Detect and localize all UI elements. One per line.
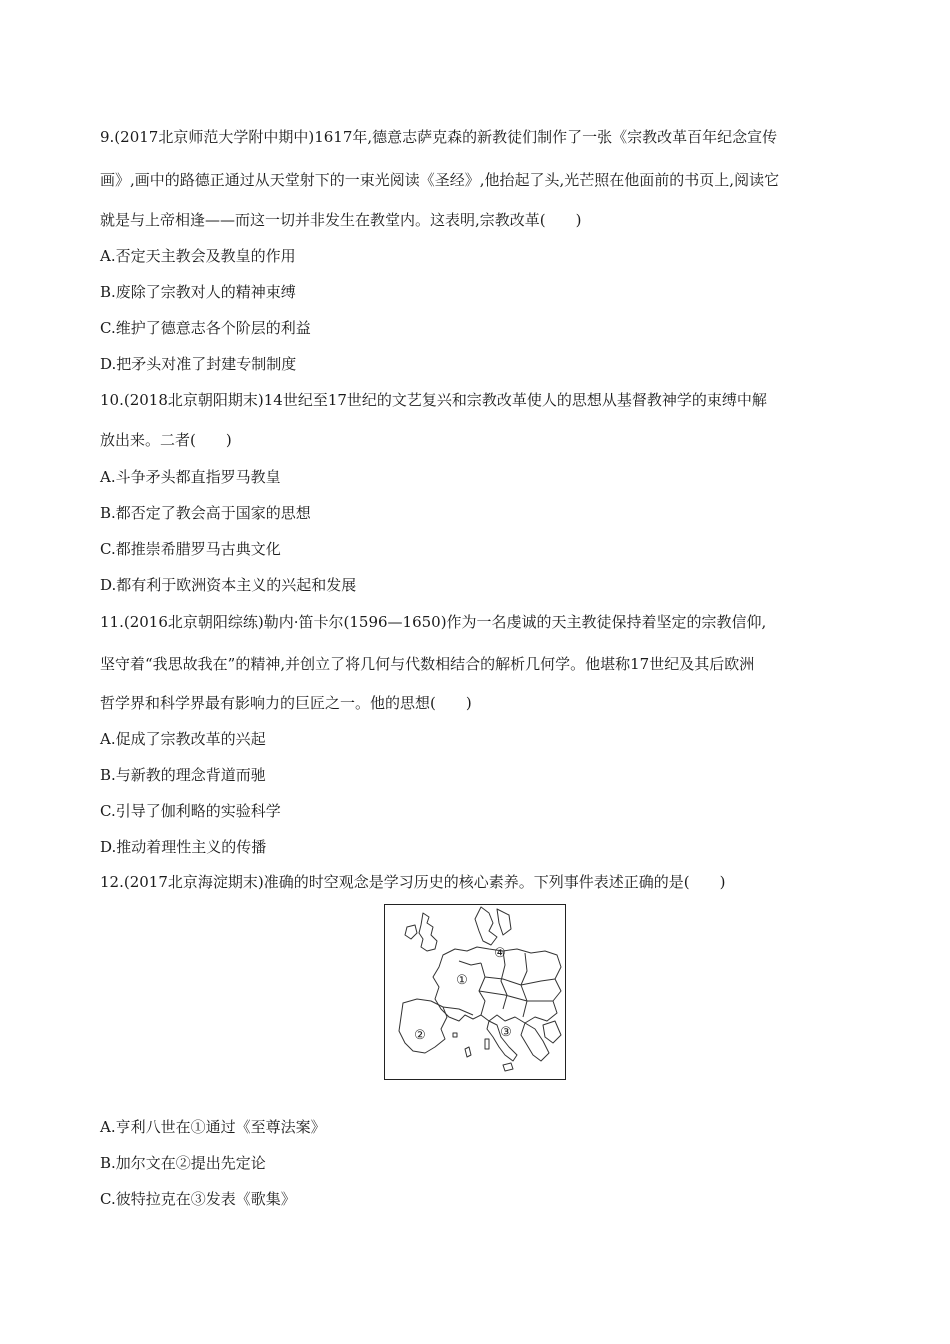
q9-option-b[interactable]: B.废除了宗教对人的精神束缚 [100,283,296,301]
q11-option-b[interactable]: B.与新教的理念背道而驰 [100,766,266,784]
q12-option-a[interactable]: A.亨利八世在①通过《至尊法案》 [100,1118,326,1136]
q11-option-d[interactable]: D.推动着理性主义的传播 [100,838,267,856]
q10-option-b[interactable]: B.都否定了教会高于国家的思想 [100,504,311,522]
q9-stem-line-1: 9.(2017北京师范大学附中期中)1617年,德意志萨克森的新教徒们制作了一张《宗教改革百年纪念宣传 [100,128,778,146]
map-label-1: ① [456,973,468,988]
europe-map [384,904,566,1080]
q11-stem-line-2: 坚守着“我思故我在”的精神,并创立了将几何与代数相结合的解析几何学。他堪称17世纪及其后欧洲 [100,655,755,673]
q10-stem-line-2: 放出来。二者( ) [100,431,232,449]
q9-option-d[interactable]: D.把矛头对准了封建专制制度 [100,355,297,373]
q10-option-d[interactable]: D.都有利于欧洲资本主义的兴起和发展 [100,576,357,594]
q9-option-c[interactable]: C.维护了德意志各个阶层的利益 [100,319,311,337]
q12-option-b[interactable]: B.加尔文在②提出先定论 [100,1154,266,1172]
q12-option-c[interactable]: C.彼特拉克在③发表《歌集》 [100,1190,296,1208]
q10-stem-line-1: 10.(2018北京朝阳期末)14世纪至17世纪的文艺复兴和宗教改革使人的思想从基督教神学的束缚中解 [100,391,767,409]
map-label-4: ④ [494,946,506,961]
q9-option-a[interactable]: A.否定天主教会及教皇的作用 [100,247,296,265]
map-label-2: ② [414,1028,426,1043]
q9-stem-line-2: 画》,画中的路德正通过从天堂射下的一束光阅读《圣经》,他抬起了头,光芒照在他面前的书页上,阅读它 [100,171,780,189]
map-label-3: ③ [500,1025,512,1040]
q11-stem-line-1: 11.(2016北京朝阳综练)勒内·笛卡尔(1596—1650)作为一名虔诚的天主教徒保持着坚定的宗教信仰, [100,613,767,631]
q11-stem-line-3: 哲学界和科学界最有影响力的巨匠之一。他的思想( ) [100,694,472,712]
q11-option-a[interactable]: A.促成了宗教改革的兴起 [100,730,266,748]
q10-option-a[interactable]: A.斗争矛头都直指罗马教皇 [100,468,281,486]
q12-stem-line-1: 12.(2017北京海淀期末)准确的时空观念是学习历史的核心素养。下列事件表述正确的是( ) [100,873,726,891]
q10-option-c[interactable]: C.都推崇希腊罗马古典文化 [100,540,281,558]
q9-stem-line-3: 就是与上帝相逢——而这一切并非发生在教堂内。这表明,宗教改革( ) [100,211,582,229]
q11-option-c[interactable]: C.引导了伽利略的实验科学 [100,802,281,820]
